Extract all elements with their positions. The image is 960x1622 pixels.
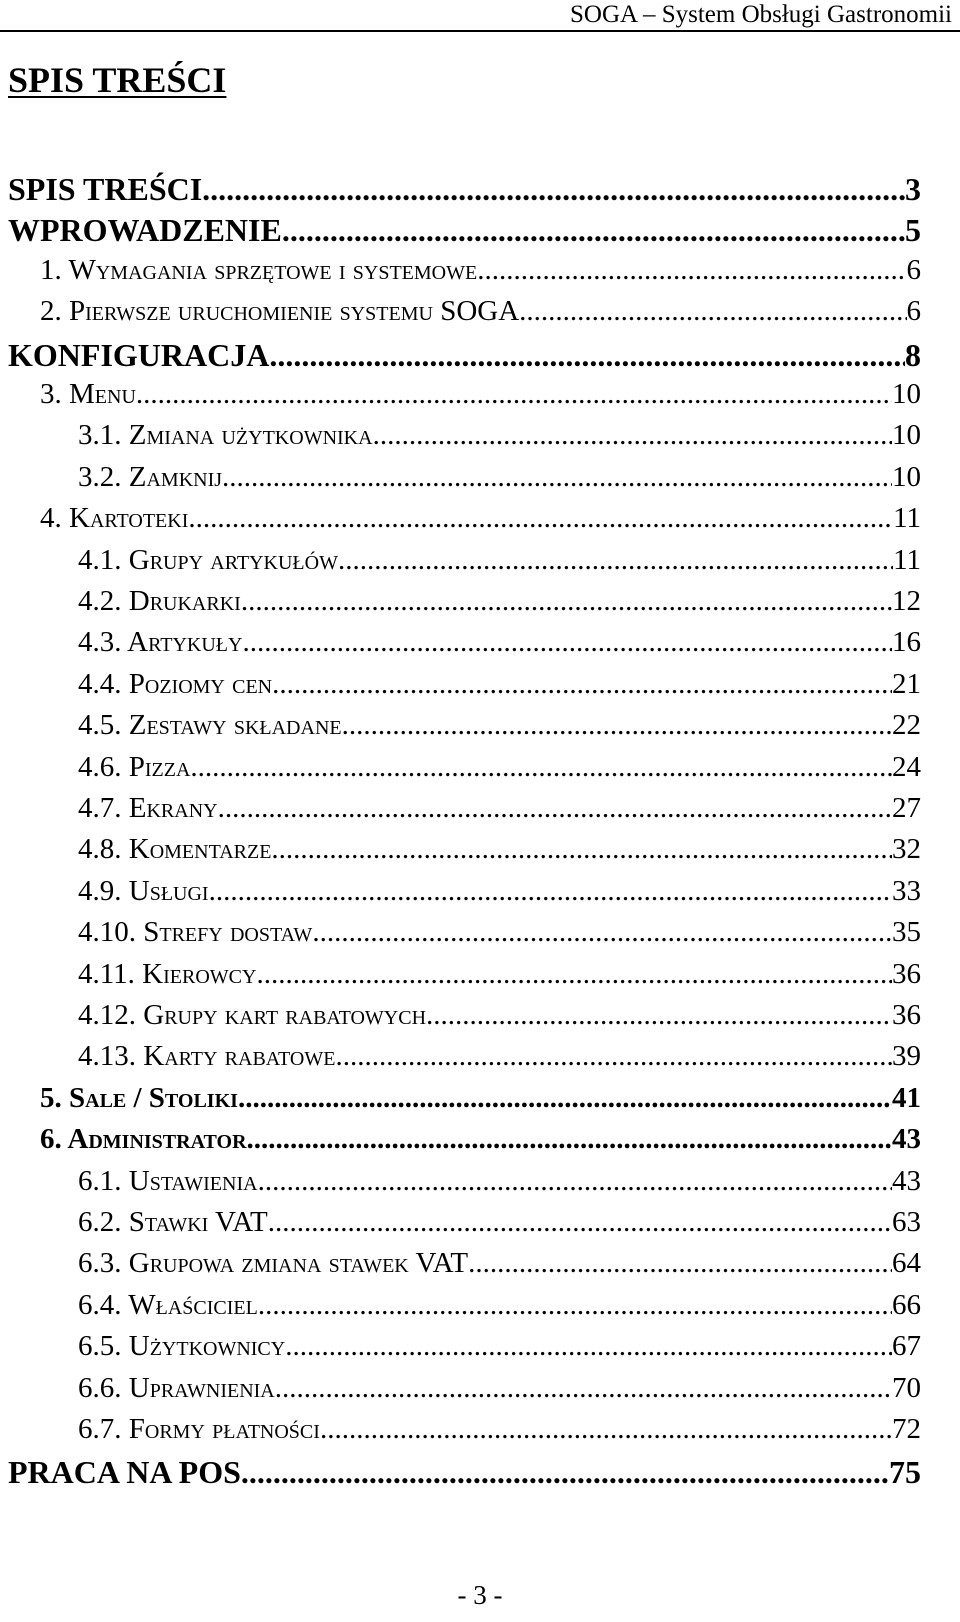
- toc-entry[interactable]: [0, 1330, 960, 1372]
- toc-entry[interactable]: [0, 1413, 960, 1455]
- toc-entry-page: 67: [892, 1330, 921, 1363]
- toc-entry-title: SPIS TREŚCI: [8, 171, 203, 207]
- toc-dot-leader: [209, 875, 892, 908]
- toc-dot-leader: [258, 1165, 892, 1198]
- toc-entry[interactable]: [0, 875, 960, 917]
- toc-entry-page: 36: [892, 999, 921, 1031]
- toc-entry-title: KONFIGURACJA: [8, 336, 270, 373]
- toc-entry-page: 63: [892, 1206, 921, 1238]
- toc-entry[interactable]: [0, 419, 960, 461]
- toc-entry[interactable]: [0, 171, 960, 213]
- toc-entry-title: 4.6. Pizza: [78, 750, 191, 783]
- toc-dot-leader: [268, 1206, 892, 1239]
- toc-entry-page: 6: [906, 253, 921, 286]
- toc-entry-page: 11: [893, 543, 921, 576]
- toc-entry-title: WPROWADZENIE: [8, 212, 282, 249]
- toc-entry[interactable]: [0, 378, 960, 420]
- toc-entry-title: 2. Pierwsze uruchomienie systemu SOGA: [40, 295, 520, 328]
- toc-entry-title: 4.13. Karty rabatowe: [78, 1040, 336, 1073]
- toc-entry-title: 4.8. Komentarze: [78, 833, 272, 866]
- toc-entry-page: 24: [892, 750, 921, 783]
- toc-entry-page: 70: [892, 1371, 921, 1404]
- toc-entry[interactable]: [0, 1040, 960, 1082]
- toc-entry-page: 43: [892, 1123, 921, 1156]
- toc-entry-title: 4.4. Poziomy cen: [78, 667, 273, 700]
- toc-entry-page: 35: [892, 916, 921, 949]
- page-number: - 3 -: [457, 1580, 503, 1610]
- toc-dot-leader: [477, 254, 906, 287]
- toc-dot-leader: [218, 792, 892, 825]
- toc-entry-title: PRACA NA POS: [8, 1454, 241, 1491]
- toc-entry[interactable]: [0, 916, 960, 958]
- toc-entry-page: 32: [892, 833, 921, 866]
- toc-entry[interactable]: [0, 668, 960, 710]
- toc-entry[interactable]: [0, 544, 960, 586]
- toc-entry-page: 72: [892, 1413, 921, 1445]
- toc-entry-page: 21: [892, 667, 921, 700]
- toc-dot-leader: [241, 585, 892, 618]
- toc-dot-leader: [312, 916, 892, 949]
- toc-entry[interactable]: [0, 337, 960, 379]
- toc-entry-page: 3: [905, 171, 921, 207]
- toc-dot-leader: [136, 378, 892, 411]
- toc-entry-page: 75: [889, 1454, 921, 1491]
- toc-dot-leader: [285, 1330, 892, 1363]
- toc-entry[interactable]: [0, 751, 960, 793]
- toc-entry[interactable]: [0, 1123, 960, 1165]
- toc-dot-leader: [241, 1454, 889, 1491]
- toc-entry[interactable]: [0, 1289, 960, 1331]
- toc-entry[interactable]: [0, 502, 960, 544]
- toc-entry-page: 12: [892, 585, 921, 617]
- toc-dot-leader: [335, 1040, 892, 1073]
- toc-dot-leader: [272, 668, 892, 701]
- toc-entry-title: 6.2. Stawki VAT: [78, 1206, 268, 1238]
- toc-entry-page: 39: [892, 1040, 921, 1073]
- toc-entry-title: 4.1. Grupy artykułów: [78, 543, 338, 576]
- toc-entry-title: 6.1. Ustawienia: [78, 1164, 258, 1197]
- toc-dot-leader: [519, 295, 906, 328]
- toc-entry-title: 4. Kartoteki: [40, 502, 189, 535]
- toc-entry[interactable]: [0, 626, 960, 668]
- page-title: SPIS TREŚCI: [8, 60, 227, 100]
- toc-entry-title: 4.9. Usługi: [78, 874, 209, 907]
- toc-entry[interactable]: [0, 1454, 960, 1496]
- toc-entry-page: 33: [892, 874, 921, 907]
- toc-dot-leader: [282, 212, 905, 249]
- toc-dot-leader: [222, 461, 892, 494]
- toc-entry[interactable]: [0, 1082, 960, 1124]
- toc-dot-leader: [188, 502, 893, 535]
- toc-entry-page: 5: [905, 212, 921, 249]
- toc-entry-title: 3.1. Zmiana użytkownika: [78, 419, 373, 452]
- toc-entry-page: 11: [893, 502, 921, 535]
- toc-entry[interactable]: [0, 254, 960, 296]
- toc-entry-page: 66: [892, 1288, 921, 1321]
- toc-dot-leader: [242, 626, 892, 659]
- running-header-title: SOGA – System Obsługi Gastronomii: [570, 1, 952, 28]
- toc-entry[interactable]: [0, 833, 960, 875]
- toc-entry-page: 10: [892, 378, 921, 410]
- toc-entry-title: 5. Sale / Stoliki: [40, 1081, 238, 1114]
- toc-entry-title: 6. Administrator: [40, 1123, 247, 1156]
- toc-entry-page: 27: [892, 792, 921, 824]
- toc-entry-title: 4.10. Strefy dostaw: [78, 916, 313, 949]
- toc-dot-leader: [269, 337, 905, 374]
- toc-entry[interactable]: [0, 958, 960, 1000]
- toc-dot-leader: [426, 999, 892, 1032]
- toc-entry-page: 41: [892, 1081, 921, 1114]
- toc-entry-page: 8: [905, 336, 921, 373]
- toc-entry-title: 4.12. Grupy kart rabatowych: [78, 999, 427, 1031]
- toc-entry-title: 3.2. Zamknij: [78, 460, 223, 493]
- toc-dot-leader: [468, 1247, 892, 1280]
- toc-entry[interactable]: [0, 1165, 960, 1207]
- toc-entry[interactable]: [0, 1247, 960, 1289]
- toc-entry[interactable]: [0, 1372, 960, 1414]
- toc-entry[interactable]: [0, 212, 960, 254]
- toc-entry-title: 4.7. Ekrany: [78, 792, 218, 824]
- toc-dot-leader: [338, 544, 893, 577]
- toc-dot-leader: [190, 751, 892, 784]
- toc-entry[interactable]: [0, 709, 960, 751]
- toc-entry-title: 4.11. Kierowcy: [78, 957, 257, 990]
- toc-entry-title: 6.7. Formy płatności: [78, 1413, 320, 1445]
- toc-entry-page: 22: [892, 709, 921, 742]
- toc-entry-title: 4.2. Drukarki: [78, 585, 241, 617]
- toc-entry[interactable]: [0, 461, 960, 503]
- toc-dot-leader: [342, 709, 892, 742]
- toc-dot-leader: [275, 1372, 892, 1405]
- toc-dot-leader: [320, 1413, 892, 1446]
- toc-entry-title: 1. Wymagania sprzętowe i systemowe: [40, 253, 478, 286]
- toc-dot-leader: [247, 1123, 892, 1156]
- toc-entry-title: 6.6. Uprawnienia: [78, 1371, 275, 1404]
- toc-dot-leader: [258, 1289, 892, 1322]
- toc-entry-page: 6: [906, 295, 921, 328]
- toc-entry-page: 64: [892, 1247, 921, 1280]
- toc-entry[interactable]: [0, 999, 960, 1041]
- toc-entry-title: 6.3. Grupowa zmiana stawek VAT: [78, 1247, 469, 1280]
- toc-entry[interactable]: [0, 1206, 960, 1248]
- toc-entry-title: 6.4. Właściciel: [78, 1288, 258, 1321]
- toc-entry-page: 10: [892, 460, 921, 493]
- toc-entry-page: 36: [892, 957, 921, 990]
- running-header: [0, 0, 960, 32]
- toc-dot-leader: [373, 419, 892, 452]
- toc-dot-leader: [271, 833, 892, 866]
- toc-entry-page: 43: [892, 1164, 921, 1197]
- toc-entry[interactable]: [0, 585, 960, 627]
- toc-dot-leader: [202, 171, 905, 208]
- toc-entry-page: 10: [892, 419, 921, 452]
- toc-dot-leader: [256, 958, 892, 991]
- toc-entry[interactable]: [0, 792, 960, 834]
- toc-entry-title: 4.3. Artykuły: [78, 626, 243, 659]
- toc-entry-title: 6.5. Użytkownicy: [78, 1330, 286, 1363]
- toc-entry[interactable]: [0, 295, 960, 337]
- toc-entry-title: 4.5. Zestawy składane: [78, 709, 342, 742]
- toc-entry-title: 3. Menu: [40, 378, 136, 410]
- toc-entry-page: 16: [892, 626, 921, 659]
- toc-dot-leader: [238, 1082, 892, 1115]
